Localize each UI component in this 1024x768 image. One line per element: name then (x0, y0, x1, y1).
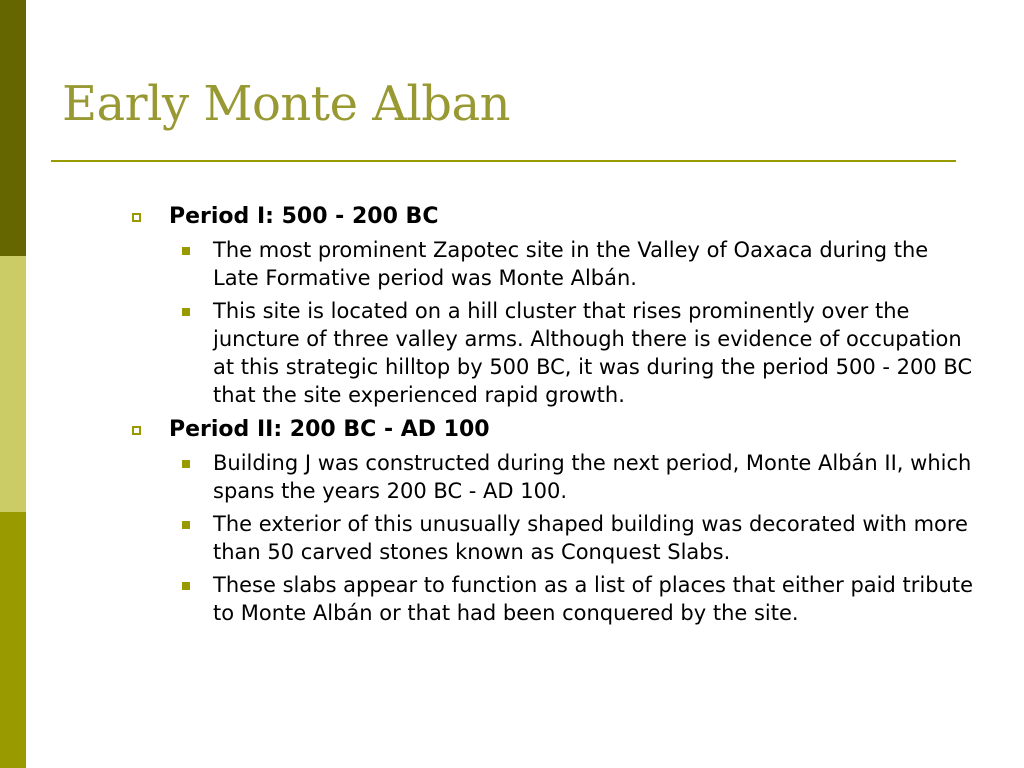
sub-bullet (130, 297, 980, 409)
sub-bullet (130, 236, 980, 292)
filled-square-bullet-icon (182, 460, 190, 468)
side-stripe-light (0, 256, 26, 512)
slide-content (130, 201, 980, 632)
sub-bullet-text: The exterior of this unusually shaped building was decorated with more than 50 carved stones known as Conquest Slabs. (213, 512, 968, 564)
sub-bullet-text: This site is located on a hill cluster that rises prominently over the juncture of three valley arms. Although there is evidence of occupation at this strategic hilltop by 500 BC, it was during the period 500 - 200 BC that the site experienced rapid growth. (213, 299, 973, 407)
slide-title: Early Monte Alban (62, 76, 511, 132)
sub-bullet-text: These slabs appear to function as a list of places that either paid tribute to Monte Albán or that had been conquered by the site. (213, 573, 973, 625)
section-heading (130, 201, 980, 233)
title-divider (51, 160, 956, 162)
section-heading-text: Period II: 200 BC - AD 100 (169, 417, 490, 442)
sub-bullet (130, 449, 980, 505)
filled-square-bullet-icon (182, 308, 190, 316)
sub-bullet-list (130, 236, 980, 409)
section-period-2 (130, 414, 980, 627)
section-list (130, 201, 980, 627)
sub-bullet (130, 571, 980, 627)
hollow-square-bullet-icon (132, 426, 141, 435)
sub-bullet-list (130, 449, 980, 627)
side-stripe-olive (0, 512, 26, 768)
sub-bullet (130, 510, 980, 566)
sub-bullet-text: Building J was constructed during the next period, Monte Albán II, which spans the years 200 BC - AD 100. (213, 451, 972, 503)
section-heading-text: Period I: 500 - 200 BC (169, 204, 439, 229)
section-heading (130, 414, 980, 446)
filled-square-bullet-icon (182, 247, 190, 255)
sub-bullet-text: The most prominent Zapotec site in the Valley of Oaxaca during the Late Formative period was Monte Albán. (213, 238, 929, 290)
side-stripe-dark (0, 0, 26, 256)
hollow-square-bullet-icon (132, 213, 141, 222)
section-period-1 (130, 201, 980, 409)
filled-square-bullet-icon (182, 582, 190, 590)
filled-square-bullet-icon (182, 521, 190, 529)
